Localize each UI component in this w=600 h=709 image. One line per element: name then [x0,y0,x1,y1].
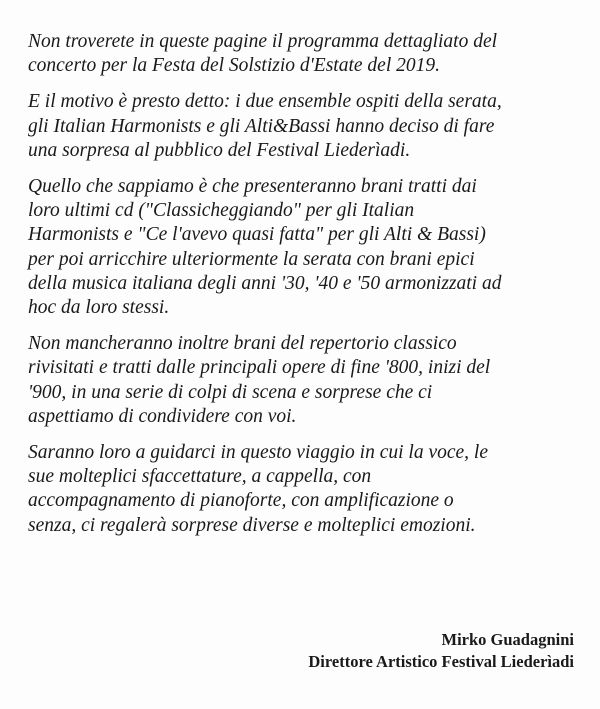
signature-block [308,629,574,673]
signature-name: Mirko Guadagnini [441,630,574,649]
paragraph-program: Quello che sappiamo è che presenteranno brani tratti dai loro ultimi cd ("Classicheggiando" per gli Italian Harmonists e "Ce l'avevo quasi fatta" per gli Alti & Bassi) per poi arricchire ulteriormente la serata con brani epici della musica italiana degli anni '30, '40 e '50 armonizzati ad hoc da loro stessi. [28,176,502,319]
signature-role: Direttore Artistico Festival Liederìadi [308,652,574,671]
document-body [28,30,588,550]
paragraph-intro: Non troverete in queste pagine il programma dettagliato del concerto per la Festa del Solstizio d'Estate del 2019. [28,31,498,77]
paragraph-repertoire: Non mancheranno inoltre brani del repertorio classico rivisitati e tratti dalle principali opere di fine '800, inizi del '900, in una serie di colpi di scena e sorprese che ci aspettiamo di condividere con voi. [28,333,491,427]
paragraph-reason: E il motivo è presto detto: i due ensemble ospiti della serata, gli Italian Harmonists e gli Alti&Bassi hanno deciso di fare una sorpresa al pubblico del Festival Liederìadi. [28,91,502,161]
paragraph-closing: Saranno loro a guidarci in questo viaggio in cui la voce, le sue molteplici sfaccettature, a cappella, con accompagnamento di pianoforte, con amplificazione o senza, ci regalerà sorprese diverse e molteplici emozioni. [28,442,488,536]
